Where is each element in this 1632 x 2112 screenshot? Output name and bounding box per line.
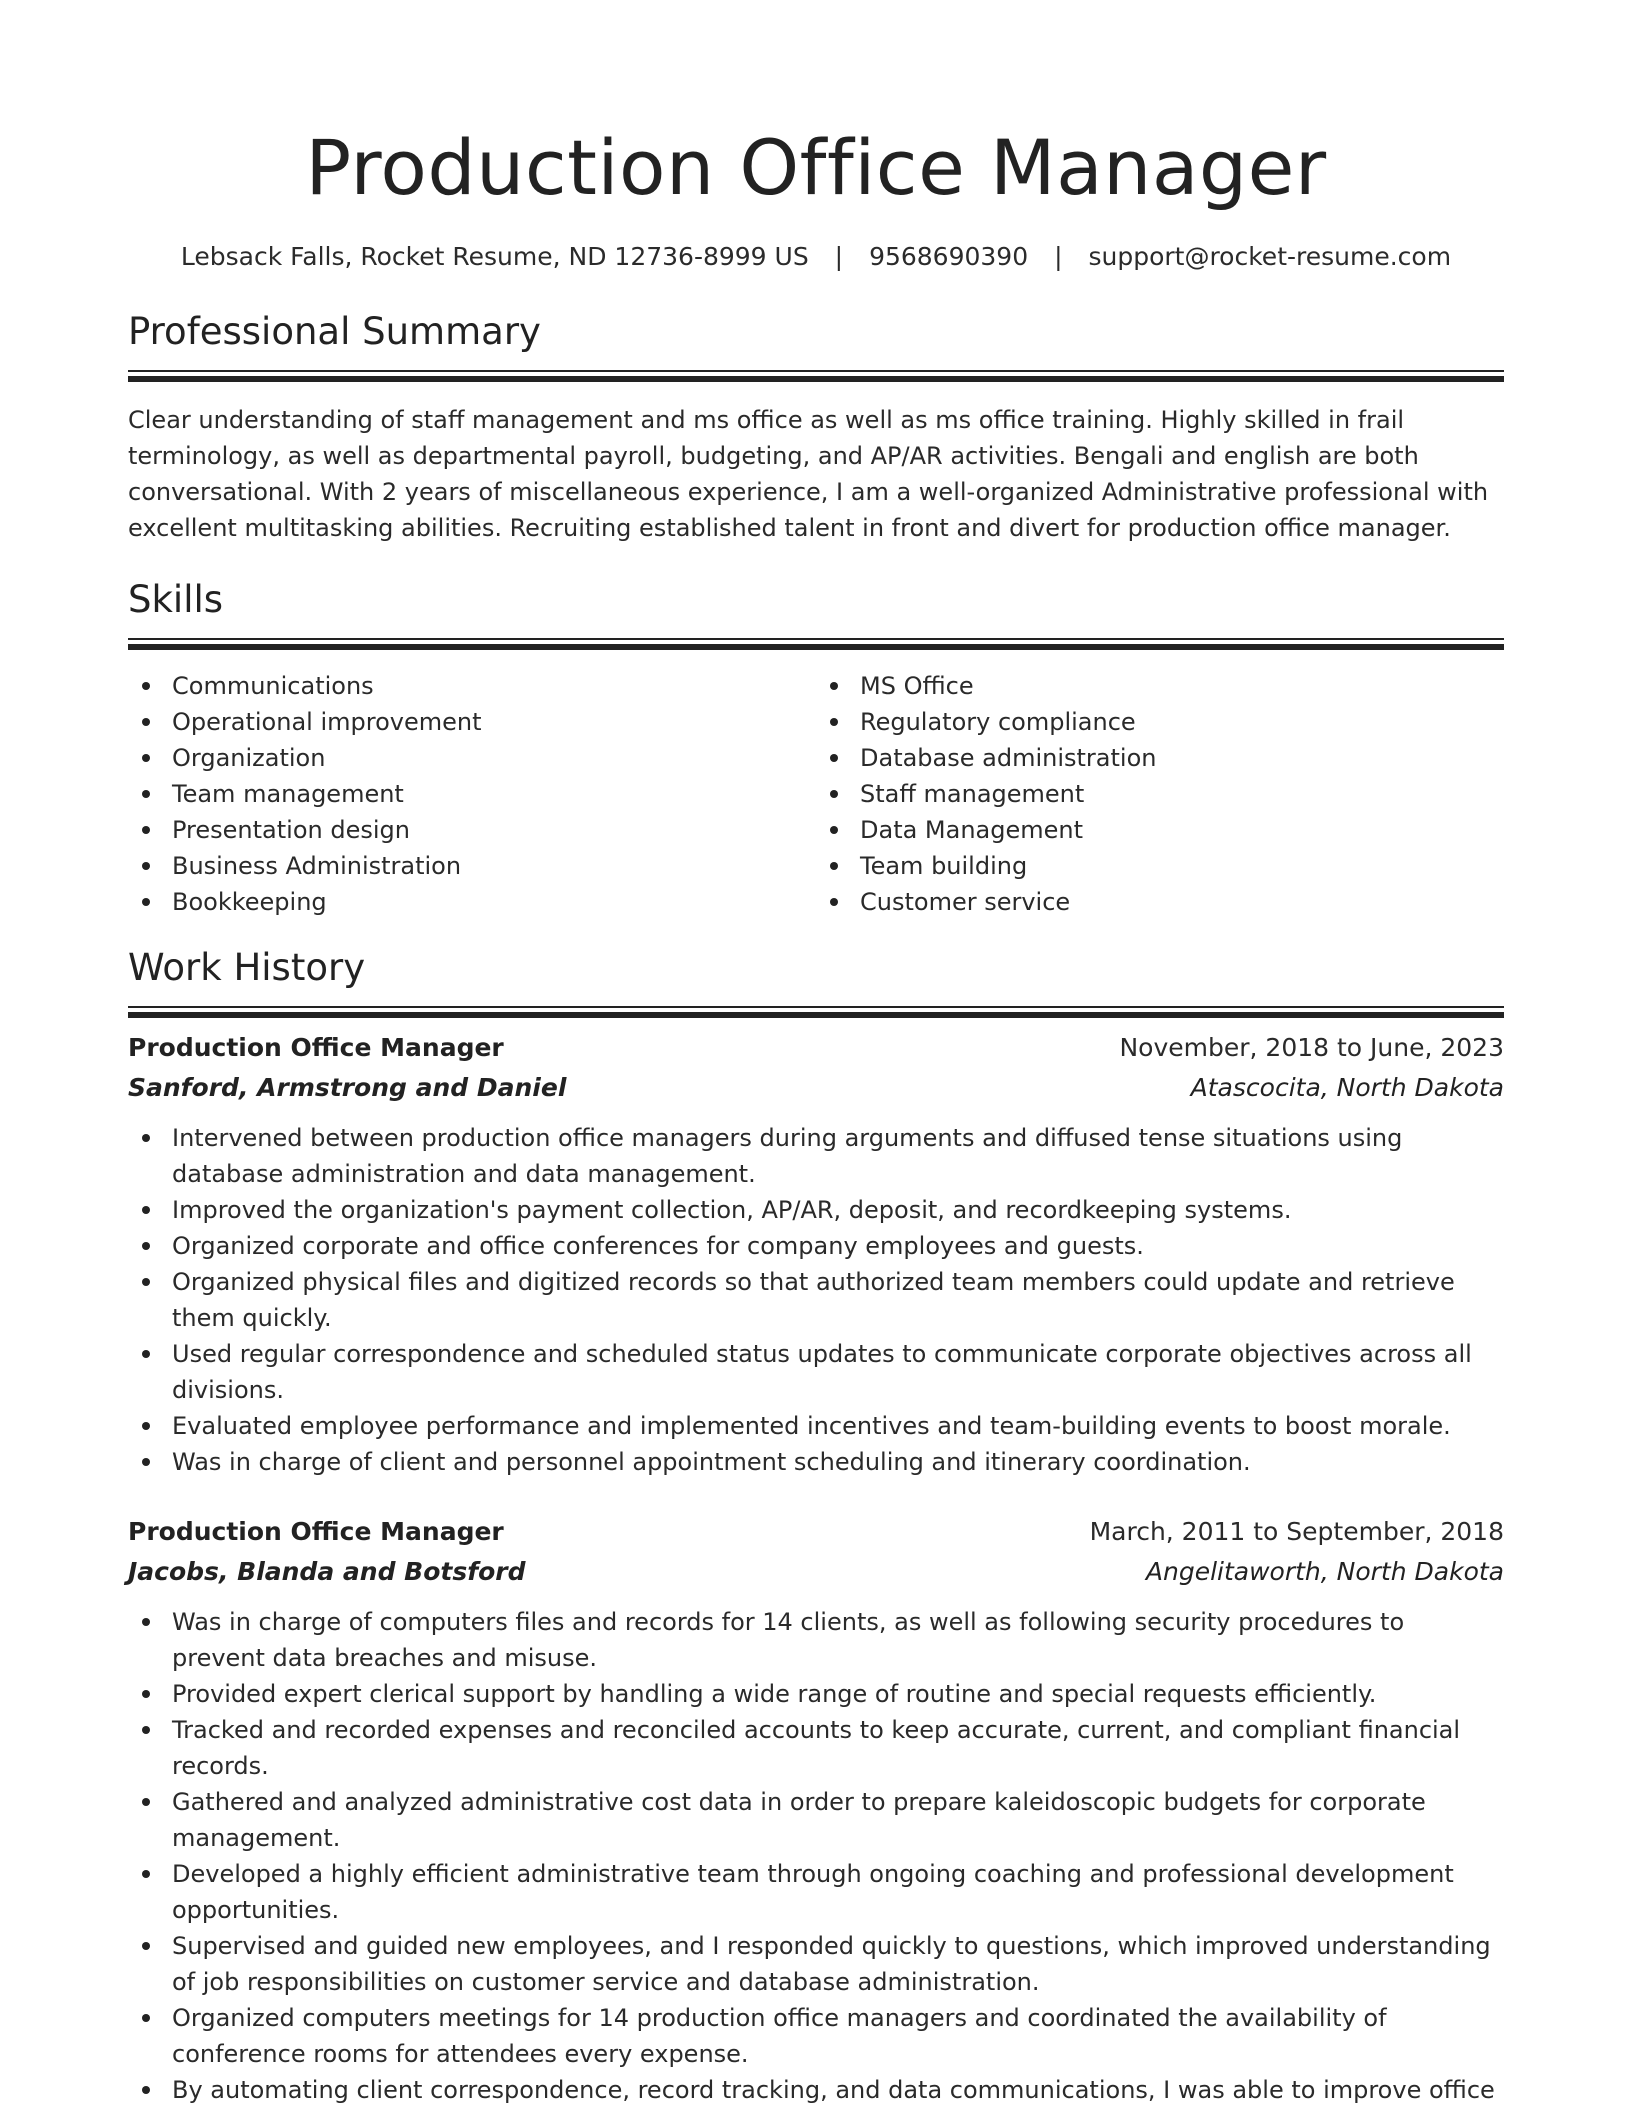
job-subheader [128, 1068, 1504, 1108]
job-header [128, 1028, 1504, 1068]
job-bullet: Organized corporate and office conferences for company employees and guests. [172, 1228, 1504, 1264]
job-title: Production Office Manager [128, 1517, 504, 1546]
skill-item: Data Management [860, 812, 1504, 848]
skill-item: Regulatory compliance [860, 704, 1504, 740]
resume-name: Production Office Manager [305, 123, 1327, 212]
job-company: Sanford, Armstrong and Daniel [128, 1073, 567, 1102]
skills-column-right [816, 668, 1504, 920]
skill-item: Presentation design [172, 812, 816, 848]
work-history-title: Work History [128, 946, 366, 989]
section-divider [128, 1006, 1504, 1008]
job-company: Jacobs, Blanda and Botsford [128, 1557, 526, 1586]
job-header [128, 1512, 1504, 1552]
job-dates: March, 2011 to September, 2018 [1089, 1517, 1504, 1546]
skill-item: MS Office [860, 668, 1504, 704]
job-bullets [128, 1604, 1504, 2108]
job-bullet: Tracked and recorded expenses and reconciled accounts to keep accurate, current, and compliant financial records. [172, 1712, 1504, 1784]
job-dates: November, 2018 to June, 2023 [1119, 1033, 1504, 1062]
skill-item: Customer service [860, 884, 1504, 920]
skills-title: Skills [128, 578, 224, 621]
job-bullet: Improved the organization's payment collection, AP/AR, deposit, and recordkeeping systems. [172, 1192, 1504, 1228]
skill-item: Operational improvement [172, 704, 816, 740]
contact-separator: | [834, 242, 844, 271]
skills-column-left [128, 668, 816, 920]
job-bullet: By automating client correspondence, record tracking, and data communications, I was able to improve office [172, 2072, 1504, 2108]
job-bullet: Intervened between production office managers during arguments and diffused tense situations using database administration and data management. [172, 1120, 1504, 1192]
job-bullet: Was in charge of computers files and records for 14 clients, as well as following security procedures to prevent data breaches and misuse. [172, 1604, 1504, 1676]
summary-text: Clear understanding of staff management and ms office as well as ms office training. Highly skilled in frail terminology, as well as departmental payroll, budgeting, and AP/AR activities. Bengali and english are both conversational. With 2 years of miscellaneous experience, I am a well-organized Administrative professional with excellent multitasking abilities. Recruiting established talent in front and divert for production office manager. [128, 406, 1489, 542]
skill-item: Team management [172, 776, 816, 812]
section-divider [128, 370, 1504, 372]
summary-section [128, 308, 1504, 546]
contact-line [128, 240, 1504, 274]
job-title: Production Office Manager [128, 1033, 504, 1062]
section-divider [128, 638, 1504, 640]
job-location: Atascocita, North Dakota [1190, 1073, 1504, 1102]
job-bullet: Supervised and guided new employees, and I responded quickly to questions, which improved understanding of job responsibilities on customer service and database administration. [172, 1928, 1504, 2000]
job-entry [128, 1028, 1504, 1480]
skill-item: Organization [172, 740, 816, 776]
skill-item: Database administration [860, 740, 1504, 776]
job-bullet: Used regular correspondence and scheduled status updates to communicate corporate objectives across all divisions. [172, 1336, 1504, 1408]
resume-page [128, 0, 1504, 2108]
summary-title: Professional Summary [128, 310, 541, 353]
job-bullets [128, 1120, 1504, 1480]
skill-item: Communications [172, 668, 816, 704]
job-bullet: Organized computers meetings for 14 production office managers and coordinated the availability of conference rooms for attendees every expense. [172, 2000, 1504, 2072]
skill-item: Business Administration [172, 848, 816, 884]
job-entry [128, 1512, 1504, 2108]
contact-separator: | [1054, 242, 1063, 271]
job-bullet: Organized physical files and digitized records so that authorized team members could update and retrieve them quickly. [172, 1264, 1504, 1336]
work-history-section [128, 944, 1504, 2108]
job-bullet: Provided expert clerical support by handling a wide range of routine and special requests efficiently. [172, 1676, 1504, 1712]
job-bullet: Developed a highly efficient administrative team through ongoing coaching and professional development opportunities. [172, 1856, 1504, 1928]
job-bullet: Gathered and analyzed administrative cost data in order to prepare kaleidoscopic budgets for corporate management. [172, 1784, 1504, 1856]
skills-grid [128, 668, 1504, 920]
contact-email: support@rocket-resume.com [1088, 242, 1452, 271]
job-bullet: Was in charge of client and personnel appointment scheduling and itinerary coordination. [172, 1444, 1504, 1480]
contact-phone: 9568690390 [869, 242, 1029, 271]
skill-item: Bookkeeping [172, 884, 816, 920]
job-location: Angelitaworth, North Dakota [1145, 1557, 1504, 1586]
contact-address: Lebsack Falls, Rocket Resume, ND 12736-8999 US [180, 242, 809, 271]
job-subheader [128, 1552, 1504, 1592]
skill-item: Team building [860, 848, 1504, 884]
skill-item: Staff management [860, 776, 1504, 812]
skills-section [128, 576, 1504, 920]
job-bullet: Evaluated employee performance and implemented incentives and team-building events to boost morale. [172, 1408, 1504, 1444]
